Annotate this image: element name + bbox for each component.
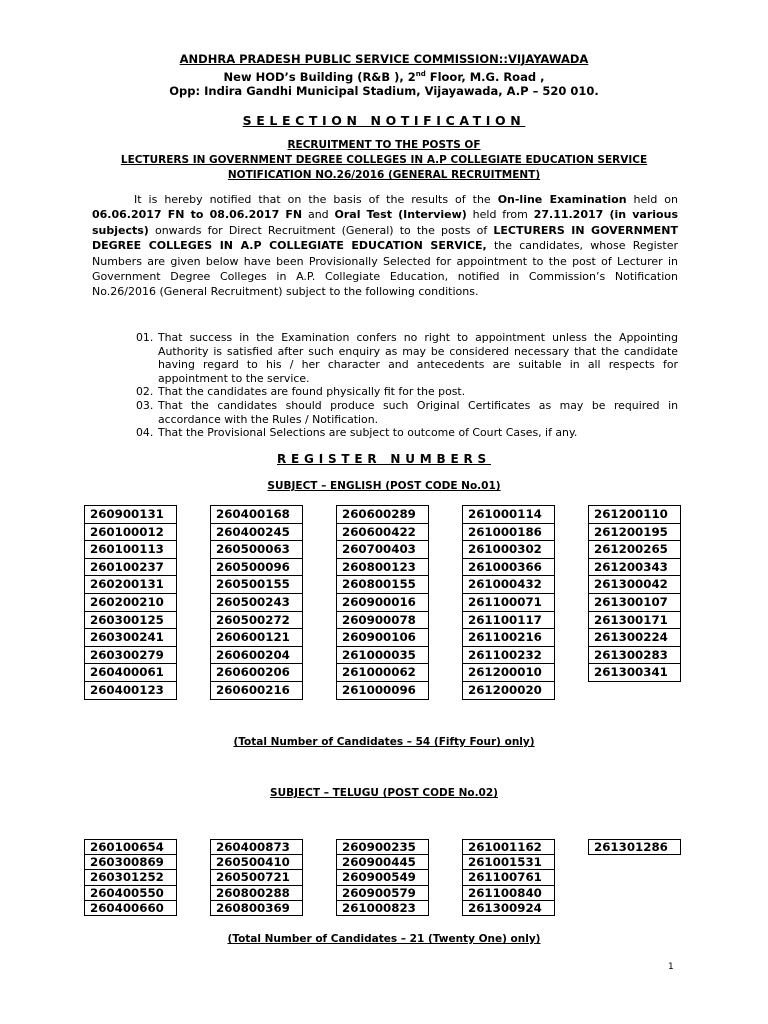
register-number: 260800288 — [211, 886, 302, 901]
register-number: 261300107 — [589, 594, 680, 612]
english-subject-heading: SUBJECT – ENGLISH (POST CODE No.01) — [267, 480, 501, 492]
register-number: 260400061 — [85, 664, 176, 682]
body-bold-5: LECTURERS IN GOVERNMENT DEGREE COLLEGES IN A.P COLLEGIATE EDUCATION SERVICE, — [92, 223, 678, 253]
register-numbers-title: REGISTER NUMBERS — [277, 452, 491, 466]
register-number: 261000432 — [463, 576, 554, 594]
notification-body — [92, 192, 678, 300]
register-number: 261300224 — [589, 629, 680, 647]
register-number: 261301286 — [589, 840, 680, 855]
register-number: 260900579 — [337, 886, 428, 901]
register-number: 260600422 — [337, 524, 428, 542]
register-number: 261200343 — [589, 559, 680, 577]
register-number: 260600121 — [211, 629, 302, 647]
register-number: 260800155 — [337, 576, 428, 594]
register-number: 260500272 — [211, 612, 302, 630]
register-number: 261000366 — [463, 559, 554, 577]
telugu-total: (Total Number of Candidates – 21 (Twenty One) only) — [227, 933, 541, 945]
register-number: 261300341 — [589, 664, 680, 682]
body-text-3: and — [302, 208, 335, 222]
condition-text: That the candidates should produce such Original Certificates as may be required in accordance with the Rules / Notification. — [158, 398, 678, 426]
register-number: 260500243 — [211, 594, 302, 612]
telugu-column — [462, 839, 555, 916]
register-number: 260500721 — [211, 870, 302, 885]
notification-title: SELECTION NOTIFICATION — [242, 113, 526, 128]
condition-number: 01. — [136, 331, 154, 344]
register-number: 261100761 — [463, 870, 554, 885]
conditions-list — [136, 331, 678, 440]
telugu-column — [588, 839, 681, 855]
register-number: 260300279 — [85, 647, 176, 665]
register-number: 260300869 — [85, 855, 176, 870]
recruitment-heading: RECRUITMENT TO THE POSTS OF — [287, 139, 481, 151]
register-number: 260800369 — [211, 901, 302, 916]
body-bold-1: On-line Examination — [497, 193, 627, 206]
register-number: 261200195 — [589, 524, 680, 542]
register-number: 261300924 — [463, 901, 554, 916]
address-line-1 — [0, 70, 768, 84]
register-number: 260400660 — [85, 901, 176, 916]
register-number: 261100071 — [463, 594, 554, 612]
register-number: 261200110 — [589, 506, 680, 524]
condition-text: That success in the Examination confers no right to appointment unless the Appointing Authority is satisfied after such enquiry as may be considered necessary that the candidate having regard to his / her character and antecedents are suitable in all respects for appointment to the service. — [158, 331, 678, 385]
register-number: 260400873 — [211, 840, 302, 855]
page-number: 1 — [668, 962, 674, 972]
english-column — [588, 505, 681, 682]
register-number: 260300125 — [85, 612, 176, 630]
address-line-1-sup: nd — [415, 70, 426, 79]
english-column — [336, 505, 429, 700]
recruitment-notification-no: NOTIFICATION NO.26/2016 (GENERAL RECRUITMENT) — [227, 169, 541, 181]
register-number: 261000062 — [337, 664, 428, 682]
register-number: 260900106 — [337, 629, 428, 647]
body-text-5: onwards for Direct Recruitment (General) to the posts of — [148, 223, 494, 237]
body-text-6: the candidates, whose Register Numbers are given below have been Provisionally Selected for appointment to the post of Lecturer in Government Degree Colleges in A.P. Collegiate Education, notified in Commission’s Notification No.26/2016 (General Recruitment) subject to the following conditions. — [92, 239, 678, 299]
register-number: 261100840 — [463, 886, 554, 901]
telugu-subject-heading: SUBJECT – TELUGU (POST CODE No.02) — [270, 787, 498, 799]
register-number: 260500063 — [211, 541, 302, 559]
english-column — [462, 505, 555, 700]
register-number: 260100012 — [85, 524, 176, 542]
register-number: 260400168 — [211, 506, 302, 524]
condition-item — [136, 385, 678, 399]
register-number: 260900016 — [337, 594, 428, 612]
register-number: 261200265 — [589, 541, 680, 559]
register-number: 261001162 — [463, 840, 554, 855]
register-number: 260100237 — [85, 559, 176, 577]
register-number: 261000096 — [337, 682, 428, 700]
register-number: 260900235 — [337, 840, 428, 855]
register-number: 260100654 — [85, 840, 176, 855]
register-number: 260200210 — [85, 594, 176, 612]
condition-number: 04. — [136, 426, 154, 440]
body-text-4: held from — [466, 208, 534, 222]
register-number: 261300042 — [589, 576, 680, 594]
register-number: 260900078 — [337, 612, 428, 630]
register-number: 261100216 — [463, 629, 554, 647]
register-number: 261000823 — [337, 901, 428, 916]
register-number: 260500410 — [211, 855, 302, 870]
register-number: 260400245 — [211, 524, 302, 542]
register-number: 260800123 — [337, 559, 428, 577]
body-bold-2: 06.06.2017 FN to 08.06.2017 FN — [92, 208, 303, 222]
register-number: 260600289 — [337, 506, 428, 524]
register-number: 261300171 — [589, 612, 680, 630]
register-number: 260600216 — [211, 682, 302, 700]
register-number: 260600206 — [211, 664, 302, 682]
english-column — [210, 505, 303, 700]
body-text-1: It is hereby notified that on the basis of the results of the — [134, 193, 498, 206]
register-number: 261000302 — [463, 541, 554, 559]
register-number: 260900131 — [85, 506, 176, 524]
recruitment-post: LECTURERS IN GOVERNMENT DEGREE COLLEGES IN A.P COLLEGIATE EDUCATION SERVICE — [120, 154, 648, 166]
register-number: 260900445 — [337, 855, 428, 870]
register-number: 261000186 — [463, 524, 554, 542]
address-line-1-part-a: New HOD’s Building (R&B ), 2 — [223, 70, 416, 84]
condition-number: 03. — [136, 398, 154, 412]
condition-text: That the Provisional Selections are subject to outcome of Court Cases, if any. — [158, 426, 578, 440]
register-number: 260301252 — [85, 870, 176, 885]
register-number: 260900549 — [337, 870, 428, 885]
register-number: 260100113 — [85, 541, 176, 559]
register-number: 261100232 — [463, 647, 554, 665]
register-number: 261200010 — [463, 664, 554, 682]
register-number: 260500155 — [211, 576, 302, 594]
condition-number: 02. — [136, 385, 154, 399]
condition-item — [136, 426, 678, 440]
commission-title: ANDHRA PRADESH PUBLIC SERVICE COMMISSION::VIJAYAWADA — [179, 52, 589, 66]
body-bold-4: 27.11.2017 (in various subjects) — [92, 208, 678, 237]
register-number: 260600204 — [211, 647, 302, 665]
condition-item — [136, 331, 678, 385]
telugu-column — [84, 839, 177, 916]
condition-item — [136, 399, 678, 426]
body-bold-3: Oral Test (Interview) — [334, 208, 467, 222]
register-number: 261200020 — [463, 682, 554, 700]
register-number: 260500096 — [211, 559, 302, 577]
telugu-column — [336, 839, 429, 916]
register-number: 260400123 — [85, 682, 176, 700]
register-number: 261300283 — [589, 647, 680, 665]
register-number: 260700403 — [337, 541, 428, 559]
english-column — [84, 505, 177, 700]
register-number: 261100117 — [463, 612, 554, 630]
register-number: 260400550 — [85, 886, 176, 901]
register-number: 261001531 — [463, 855, 554, 870]
register-number: 261000035 — [337, 647, 428, 665]
english-total: (Total Number of Candidates – 54 (Fifty Four) only) — [233, 736, 535, 748]
address-line-1-part-b: Floor, M.G. Road , — [425, 70, 545, 84]
register-number: 261000114 — [463, 506, 554, 524]
body-text-2: held on — [626, 193, 678, 206]
telugu-column — [210, 839, 303, 916]
address-line-2: Opp: Indira Gandhi Municipal Stadium, Vijayawada, A.P – 520 010. — [169, 84, 599, 98]
register-number: 260200131 — [85, 576, 176, 594]
register-number: 260300241 — [85, 629, 176, 647]
condition-text: That the candidates are found physically fit for the post. — [158, 385, 466, 399]
